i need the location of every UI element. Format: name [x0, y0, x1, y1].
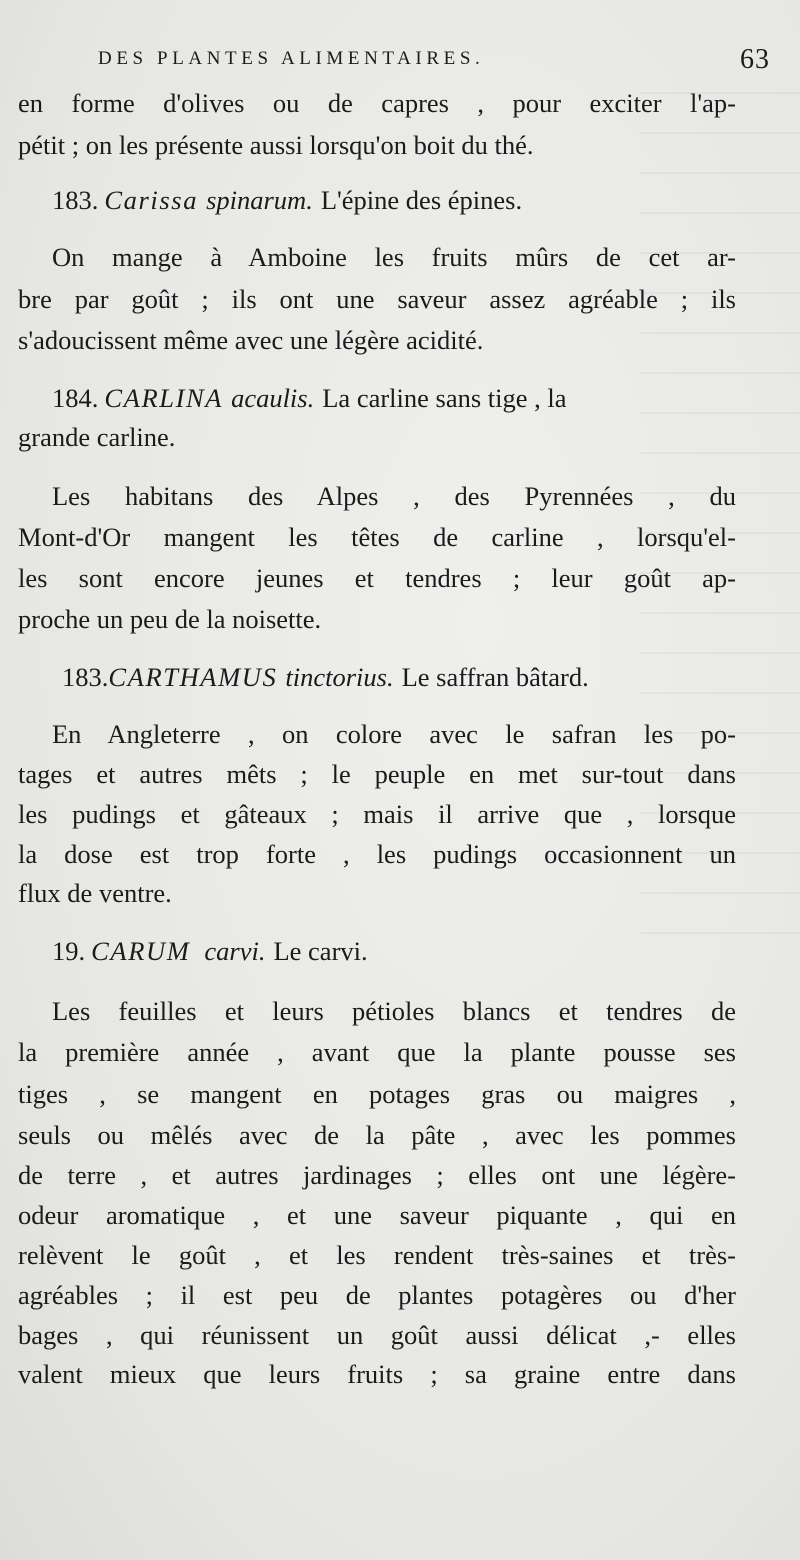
text-line: proche un peu de la noisette. — [18, 604, 322, 634]
entry-genus: Carissa — [104, 185, 199, 215]
entry-number: 184. — [52, 383, 99, 413]
text-line: de terre , et autres jardinages ; elles ont une légère- — [18, 1160, 736, 1190]
entry-species: spinarum. — [206, 185, 313, 215]
entry-number: 183. — [62, 662, 109, 692]
entry-common-name: La carline sans tige , la — [322, 383, 567, 413]
text-line: agréables ; il est peu de plantes potagères ou d'her — [18, 1280, 736, 1310]
text-line: valent mieux que leurs fruits ; sa graine entre dans — [18, 1359, 736, 1389]
entry-number: 183. — [52, 185, 99, 215]
text-line: les sont encore jeunes et tendres ; leur goût ap- — [18, 563, 736, 593]
entry-genus: CARTHAMUS — [108, 662, 278, 692]
entry-heading-carum — [52, 934, 368, 968]
text-line: grande carline. — [18, 422, 176, 452]
entry-common-name: Le saffran bâtard. — [401, 662, 589, 692]
page-number: 63 — [740, 44, 770, 75]
text-line: odeur aromatique , et une saveur piquante , qui en — [18, 1200, 736, 1230]
entry-heading-carlina — [52, 381, 736, 415]
text-line: relèvent le goût , et les rendent très-saines et très- — [18, 1240, 736, 1270]
text-line: seuls ou mêlés avec de la pâte , avec les pommes — [18, 1120, 736, 1150]
text-line: bre par goût ; ils ont une saveur assez agréable ; ils — [18, 284, 736, 314]
text-line: tages et autres mêts ; le peuple en met sur-tout dans — [18, 759, 736, 789]
text-line: Mont-d'Or mangent les têtes de carline , lorsqu'el- — [18, 522, 736, 552]
running-title: DES PLANTES ALIMENTAIRES. — [98, 48, 485, 69]
text-line: bages , qui réunissent un goût aussi délicat ,- elles — [18, 1320, 736, 1350]
text-line: s'adoucissent même avec une légère acidité. — [18, 325, 484, 355]
text-line: flux de ventre. — [18, 878, 172, 908]
text-line: pétit ; on les présente aussi lorsqu'on boit du thé. — [18, 130, 534, 160]
entry-number: 19. — [52, 936, 86, 966]
entry-common-name: L'épine des épines. — [320, 185, 523, 215]
text-line: les pudings et gâteaux ; mais il arrive que , lorsque — [18, 799, 736, 829]
text-line: Les habitans des Alpes , des Pyrennées , du — [52, 481, 736, 511]
entry-common-name: Le carvi. — [273, 936, 368, 966]
text-line: En Angleterre , on colore avec le safran les po- — [52, 719, 736, 749]
text-line: Les feuilles et leurs pétioles blancs et tendres de — [52, 996, 736, 1026]
text-line: tiges , se mangent en potages gras ou maigres , — [18, 1079, 736, 1109]
entry-heading-carthamus — [62, 660, 589, 694]
entry-genus: CARLINA — [104, 383, 224, 413]
text-line: en forme d'olives ou de capres , pour exciter l'ap- — [18, 88, 736, 118]
page-header — [98, 40, 770, 80]
entry-species: tinctorius. — [285, 662, 394, 692]
entry-species: carvi. — [204, 936, 266, 966]
entry-species: acaulis. — [231, 383, 315, 413]
entry-genus: CARUM — [91, 936, 191, 966]
entry-heading-carissa — [52, 183, 522, 217]
text-line: la première année , avant que la plante pousse ses — [18, 1037, 736, 1067]
text-line: la dose est trop forte , les pudings occasionnent un — [18, 839, 736, 869]
text-line: On mange à Amboine les fruits mûrs de cet ar- — [52, 242, 736, 272]
